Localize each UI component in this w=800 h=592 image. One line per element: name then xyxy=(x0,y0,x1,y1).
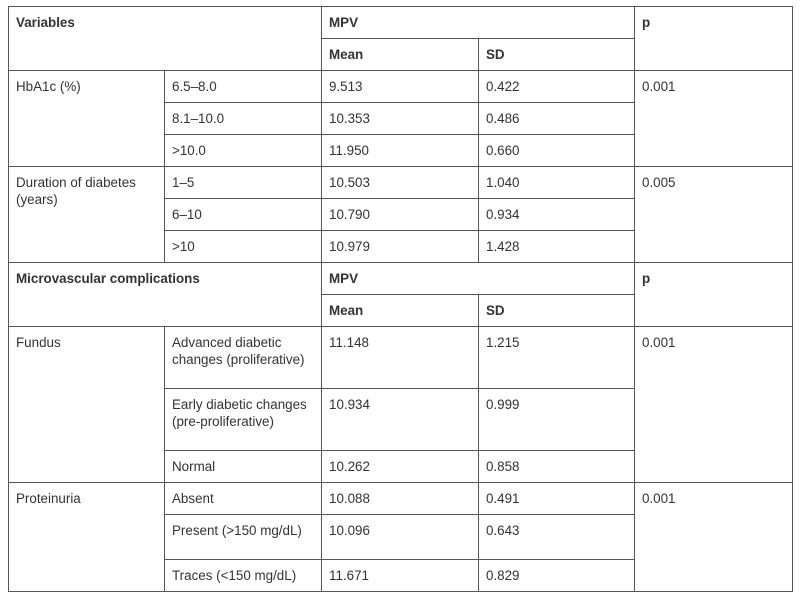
sd-cell: 0.491 xyxy=(479,483,635,515)
table-row xyxy=(9,327,793,389)
sd-cell: 1.428 xyxy=(479,231,635,263)
mean-cell: 11.148 xyxy=(322,327,479,389)
header-p: p xyxy=(635,7,793,71)
mean-cell: 9.513 xyxy=(322,71,479,103)
header-row xyxy=(9,263,793,295)
sd-cell: 0.934 xyxy=(479,199,635,231)
table-row xyxy=(9,71,793,103)
mean-cell: 11.671 xyxy=(322,560,479,592)
p-value-cell: 0.001 xyxy=(635,483,793,592)
p-value-cell: 0.001 xyxy=(635,327,793,483)
mean-cell: 10.934 xyxy=(322,389,479,451)
category-cell: >10 xyxy=(165,231,322,263)
group-label: Duration of diabetes (years) xyxy=(9,167,165,263)
sd-cell: 1.215 xyxy=(479,327,635,389)
category-cell: Early diabetic changes (pre-proliferative) xyxy=(165,389,322,451)
category-cell: 1–5 xyxy=(165,167,322,199)
header-sd: SD xyxy=(479,39,635,71)
category-cell: Normal xyxy=(165,451,322,483)
category-cell: >10.0 xyxy=(165,135,322,167)
category-cell: 6.5–8.0 xyxy=(165,71,322,103)
category-cell: 8.1–10.0 xyxy=(165,103,322,135)
table-row xyxy=(9,167,793,199)
mean-cell: 10.503 xyxy=(322,167,479,199)
header-microvascular: Microvascular complications xyxy=(9,263,322,327)
p-value-cell: 0.005 xyxy=(635,167,793,263)
category-cell: Absent xyxy=(165,483,322,515)
header-mpv: MPV xyxy=(322,263,635,295)
header-mean: Mean xyxy=(322,295,479,327)
group-label: HbA1c (%) xyxy=(9,71,165,167)
sd-cell: 0.422 xyxy=(479,71,635,103)
group-label: Proteinuria xyxy=(9,483,165,592)
mean-cell: 10.096 xyxy=(322,515,479,560)
category-cell: Advanced diabetic changes (proliferative) xyxy=(165,327,322,389)
group-label: Fundus xyxy=(9,327,165,483)
mean-cell: 10.353 xyxy=(322,103,479,135)
sd-cell: 0.829 xyxy=(479,560,635,592)
header-variables: Variables xyxy=(9,7,322,71)
sd-cell: 1.040 xyxy=(479,167,635,199)
p-value-cell: 0.001 xyxy=(635,71,793,167)
sd-cell: 0.858 xyxy=(479,451,635,483)
mean-cell: 10.262 xyxy=(322,451,479,483)
sd-cell: 0.643 xyxy=(479,515,635,560)
table-row xyxy=(9,483,793,515)
sd-cell: 0.999 xyxy=(479,389,635,451)
sd-cell: 0.660 xyxy=(479,135,635,167)
mean-cell: 10.790 xyxy=(322,199,479,231)
category-cell: Present (>150 mg/dL) xyxy=(165,515,322,560)
mean-cell: 10.979 xyxy=(322,231,479,263)
category-cell: Traces (<150 mg/dL) xyxy=(165,560,322,592)
mean-cell: 11.950 xyxy=(322,135,479,167)
mean-cell: 10.088 xyxy=(322,483,479,515)
header-row xyxy=(9,7,793,39)
mpv-table xyxy=(8,6,793,592)
header-sd: SD xyxy=(479,295,635,327)
header-mean: Mean xyxy=(322,39,479,71)
sd-cell: 0.486 xyxy=(479,103,635,135)
category-cell: 6–10 xyxy=(165,199,322,231)
header-mpv: MPV xyxy=(322,7,635,39)
header-p: p xyxy=(635,263,793,327)
